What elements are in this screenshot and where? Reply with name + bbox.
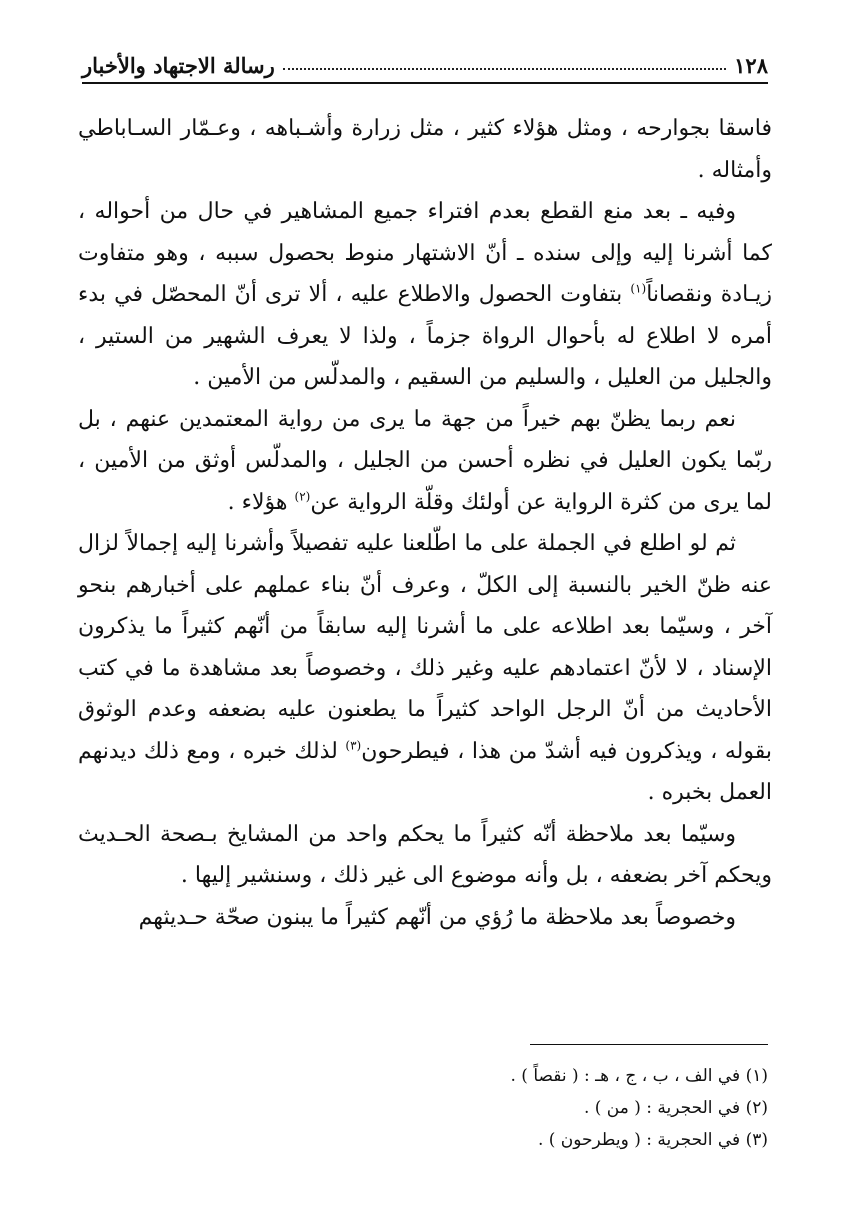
paragraph-2-text-a: وفيه ـ بعد منع القطع بعدم افتراء جميع المشاهير في حال من أحواله ، كما أشرنا إليه وإلى سنده ـ أنّ الاشتهار منوط بحصول سببه ، وهو متفاوت زيـادة ونقصاناً: [78, 199, 773, 307]
footnote-ref-2: (٢): [294, 489, 311, 504]
footnote-1: (١) في الف ، ب ، ج ، هـ : ( نقصاً ) .: [510, 1066, 768, 1086]
body-text: [78, 108, 772, 938]
footnote-2: (٢) في الحجرية : ( من ) .: [583, 1098, 768, 1118]
paragraph-6: وخصوصاً بعد ملاحظة ما رُؤي من أنّهم كثيراً ما يبنون صحّة حـديثهم: [138, 904, 736, 930]
footnote-rule: [530, 1044, 768, 1045]
header-rule: [82, 82, 768, 84]
footnote-ref-1: (١): [630, 281, 647, 296]
paragraph-3: [78, 399, 772, 524]
paragraph-1: فاسقا بجوارحه ، ومثل هؤلاء كثير ، مثل زرارة وأشـباهه ، وعـمّار السـاباطي وأمثاله .: [78, 116, 772, 183]
footnote-3: (٣) في الحجرية : ( ويطرحون ) .: [537, 1130, 768, 1150]
footnotes: [300, 1060, 768, 1156]
running-header: [82, 38, 768, 78]
footnote-ref-3: (٣): [345, 738, 362, 753]
page-number: ١٢٨: [734, 53, 768, 78]
paragraph-4-text-a: ثم لو اطلع في الجملة على ما اطّلعنا عليه تفصيلاً وأشرنا إليه إجمالاً لزال عنه ظنّ الخير بالنسبة إلى الكلّ ، وعرف أنّ بناء عملهم على أخبارهم بنحو آخر ، وسيّما بعد اطلاعه على ما أشرنا إليه سابقاً من أنّهم كثيراً ما يذكرون الإسناد ، لا لأنّ اعتمادهم عليه وغير ذلك ، وخصوصاً بعد مشاهدة ما في كتب الأحاديث من أنّ الرجل الواحد كثيراً ما يطعنون عليه بضعفه وعدم الوثوق بقوله ، ويذكرون فيه أشدّ من هذا ، فيطرحون: [78, 531, 772, 764]
header-title: رسالة الاجتهاد والأخبار: [82, 53, 275, 78]
paragraph-3-text-a: نعم ربما يظنّ بهم خيراً من جهة ما يرى من رواية المعتمدين عنهم ، بل ربّما يكون العليل في نظره أحسن من الجليل ، والمدلّس أوثق من الأمين ، لما يرى من كثرة الرواية عن أولئك وقلّة الرواية عن: [78, 406, 773, 515]
paragraph-5: وسيّما بعد ملاحظة أنّه كثيراً ما يحكم واحد من المشايخ بـصحة الحـديث ويحكم آخر بضعفه ، بل وأنه موضوع الى غير ذلك ، وسنشير إليها .: [78, 821, 772, 888]
paragraph-2-text-b: بتفاوت الحصول والاطلاع عليه ، ألا ترى أنّ المحصّل في بدء أمره لا اطلاع له بأحوال الرواة جزماً ، ولذا لا يعرف الشهير من الستير ، والجليل من العليل ، والسليم من السقيم ، والمدلّس من الأمين .: [78, 282, 772, 390]
paragraph-2: [78, 191, 772, 399]
paragraph-4: [78, 523, 772, 814]
paragraph-4-text-b: لذلك خبره ، ومع ذلك ديدنهم العمل بخبره .: [78, 738, 772, 805]
header-leader-dots: [283, 68, 726, 70]
paragraph-3-text-b: هؤلاء .: [227, 489, 295, 515]
